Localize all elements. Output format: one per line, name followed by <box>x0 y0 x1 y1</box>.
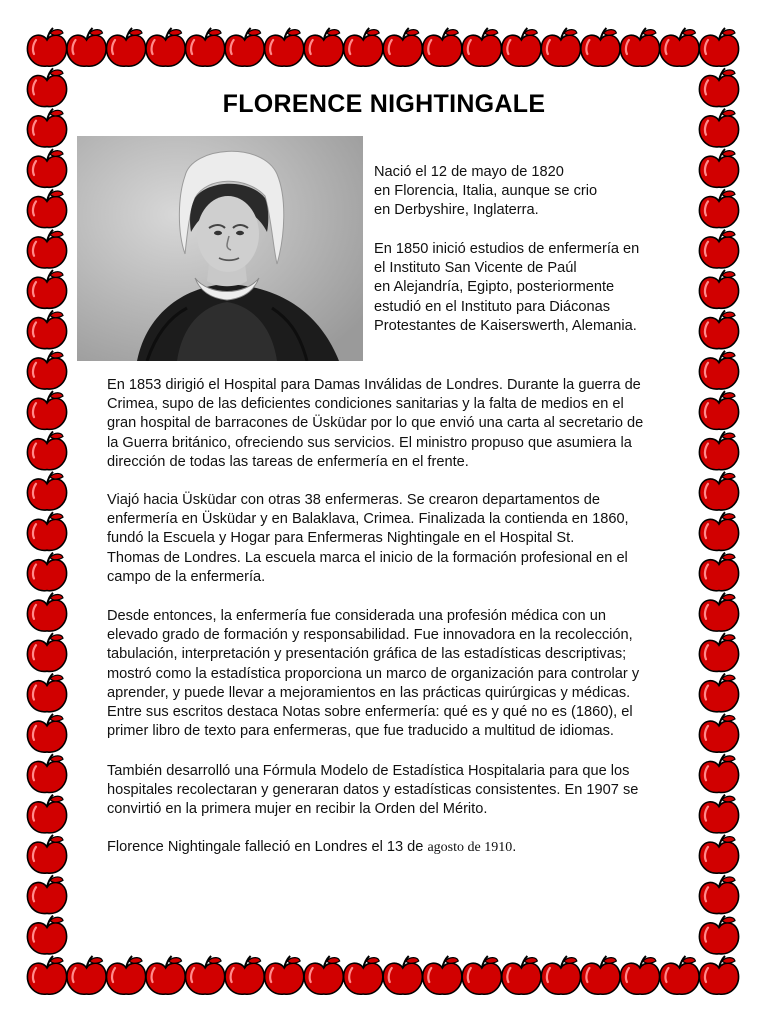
text-line: Thomas de Londres. La escuela marca el inicio de la formación profesional en el <box>107 549 628 566</box>
red-apple-icon <box>67 956 106 994</box>
red-apple-icon <box>699 956 738 994</box>
red-apple-icon <box>225 956 264 994</box>
text-line: Entre sus escritos destaca Notas sobre enfermería: qué es y qué no es (1860), el <box>107 704 633 721</box>
text-line: convirtió en la primera mujer en recibir la Orden del Mérito. <box>107 801 488 818</box>
red-apple-icon <box>462 956 501 994</box>
red-apple-icon <box>541 28 580 66</box>
portrait-photo <box>77 136 363 361</box>
text-line: en Florencia, Italia, aunque se crio <box>374 183 598 200</box>
red-apple-icon <box>304 956 343 994</box>
red-apple-icon <box>699 472 738 510</box>
red-apple-icon <box>225 28 264 66</box>
red-apple-icon <box>107 28 146 66</box>
red-apple-icon <box>27 28 66 66</box>
red-apple-icon <box>383 28 422 66</box>
text-line: En 1850 inició estudios de enfermería en <box>374 241 640 257</box>
red-apple-icon <box>502 28 541 66</box>
text-line: primer libro de texto para enfermeras, que fue traducido a multitud de idiomas. <box>107 723 614 740</box>
studies-info <box>374 240 674 336</box>
red-apple-icon <box>27 714 66 752</box>
text-line: la Guerra británico, ofreciendo sus servicios. El ministro propuso que asumiera la <box>107 434 632 451</box>
red-apple-icon <box>146 28 185 66</box>
red-apple-icon <box>423 956 462 994</box>
red-apple-icon <box>699 875 738 913</box>
text-line: Crimea, supo de las deficientes condiciones sanitarias y la falta de medios en el <box>107 396 624 413</box>
red-apple-icon <box>581 956 620 994</box>
red-apple-icon <box>27 391 66 429</box>
text-line: Desde entonces, la enfermería fue considerada una profesión médica con un <box>107 608 606 624</box>
red-apple-icon <box>660 956 699 994</box>
red-apple-icon <box>620 956 659 994</box>
death-end: . <box>512 839 517 855</box>
red-apple-icon <box>27 270 66 308</box>
red-apple-icon <box>304 28 343 66</box>
text-line: En 1853 dirigió el Hospital para Damas Inválidas de Londres. Durante la guerra de <box>107 377 641 393</box>
red-apple-icon <box>699 633 738 671</box>
red-apple-icon <box>146 956 185 994</box>
red-apple-icon <box>27 795 66 833</box>
red-apple-icon <box>699 916 738 954</box>
red-apple-icon <box>265 28 304 66</box>
red-apple-icon <box>344 956 383 994</box>
red-apple-icon <box>27 875 66 913</box>
text-line: tabulación, interpretación y presentación gráfica de las estadísticas descriptivas; <box>107 646 627 663</box>
page-title: FLORENCE NIGHTINGALE <box>222 90 546 118</box>
text-line: mostró como la estadística proporciona un marco de organización para controlar y <box>107 665 640 682</box>
red-apple-icon <box>620 28 659 66</box>
red-apple-icon <box>344 28 383 66</box>
red-apple-icon <box>699 149 738 187</box>
text-line: Nació el 12 de mayo de 1820 <box>374 164 564 180</box>
red-apple-icon <box>699 189 738 227</box>
red-apple-icon <box>27 512 66 550</box>
death-date: agosto de 1910 <box>427 840 513 855</box>
text-line: elevado grado de formación y responsabilidad. Fue innovadora en la recolección, <box>107 627 633 644</box>
red-apple-icon <box>27 674 66 712</box>
red-apple-icon <box>107 956 146 994</box>
red-apple-icon <box>699 310 738 348</box>
paragraph-school <box>107 491 667 587</box>
text-line: el Instituto San Vicente de Paúl <box>374 260 577 277</box>
text-line: enfermería en Üsküdar y en Balaklava, Crimea. Finalizada la contienda en 1860, <box>107 511 629 528</box>
death-text: Florence Nightingale falleció en Londres el 13 de <box>107 839 428 855</box>
red-apple-icon <box>699 835 738 873</box>
red-apple-icon <box>27 633 66 671</box>
red-apple-icon <box>265 956 304 994</box>
text-line: gran hospital de barracones de Üsküdar por lo que envió una carta al secretario de <box>107 415 644 432</box>
text-line: Viajó hacia Üsküdar con otras 38 enfermeras. Se crearon departamentos de <box>107 492 600 508</box>
red-apple-icon <box>383 956 422 994</box>
text-line: en Derbyshire, Inglaterra. <box>374 202 539 219</box>
red-apple-icon <box>27 553 66 591</box>
text-line: dirección de todas las tareas de enfermería en el frente. <box>107 453 469 470</box>
red-apple-icon <box>27 230 66 268</box>
red-apple-icon <box>27 189 66 227</box>
red-apple-icon <box>27 310 66 348</box>
red-apple-icon <box>27 351 66 389</box>
red-apple-icon <box>699 795 738 833</box>
red-apple-icon <box>699 230 738 268</box>
text-line: También desarrolló una Fórmula Modelo de Estadística Hospitalaria para que los <box>107 763 630 779</box>
birth-info <box>374 163 674 221</box>
red-apple-icon <box>27 916 66 954</box>
red-apple-icon <box>27 431 66 469</box>
paragraph-crimea <box>107 376 667 472</box>
red-apple-icon <box>699 714 738 752</box>
text-line: estudió en el Instituto para Diáconas <box>374 298 611 315</box>
red-apple-icon <box>699 351 738 389</box>
red-apple-icon <box>699 674 738 712</box>
red-apple-icon <box>699 754 738 792</box>
red-apple-icon <box>699 270 738 308</box>
text-line: fundó la Escuela y Hogar para Enfermeras Nightingale en el Hospital St. <box>107 530 575 547</box>
red-apple-icon <box>27 149 66 187</box>
paragraph-formula <box>107 762 667 820</box>
paragraph-death <box>107 838 667 857</box>
red-apple-icon <box>699 28 738 66</box>
text-line <box>107 838 667 857</box>
paragraph-statistics <box>107 607 667 741</box>
red-apple-icon <box>699 512 738 550</box>
text-line: Protestantes de Kaiserswerth, Alemania. <box>374 317 637 334</box>
text-line: campo de la enfermería. <box>107 568 266 585</box>
red-apple-icon <box>186 28 225 66</box>
red-apple-icon <box>67 28 106 66</box>
red-apple-icon <box>27 593 66 631</box>
red-apple-icon <box>27 472 66 510</box>
text-line: en Alejandría, Egipto, posteriormente <box>374 279 615 296</box>
red-apple-icon <box>541 956 580 994</box>
red-apple-icon <box>581 28 620 66</box>
red-apple-icon <box>699 391 738 429</box>
red-apple-icon <box>423 28 462 66</box>
red-apple-icon <box>699 553 738 591</box>
red-apple-icon <box>699 431 738 469</box>
red-apple-icon <box>27 754 66 792</box>
red-apple-icon <box>660 28 699 66</box>
red-apple-icon <box>186 956 225 994</box>
red-apple-icon <box>27 835 66 873</box>
text-line: aprender, y puede llevar a mejoramientos en las prácticas quirúrgicas y médicas. <box>107 684 631 701</box>
red-apple-icon <box>502 956 541 994</box>
red-apple-icon <box>699 593 738 631</box>
red-apple-icon <box>27 956 66 994</box>
text-line: hospitales recolectaran y generaran datos y estadísticas consistentes. En 1907 se <box>107 782 639 799</box>
red-apple-icon <box>462 28 501 66</box>
